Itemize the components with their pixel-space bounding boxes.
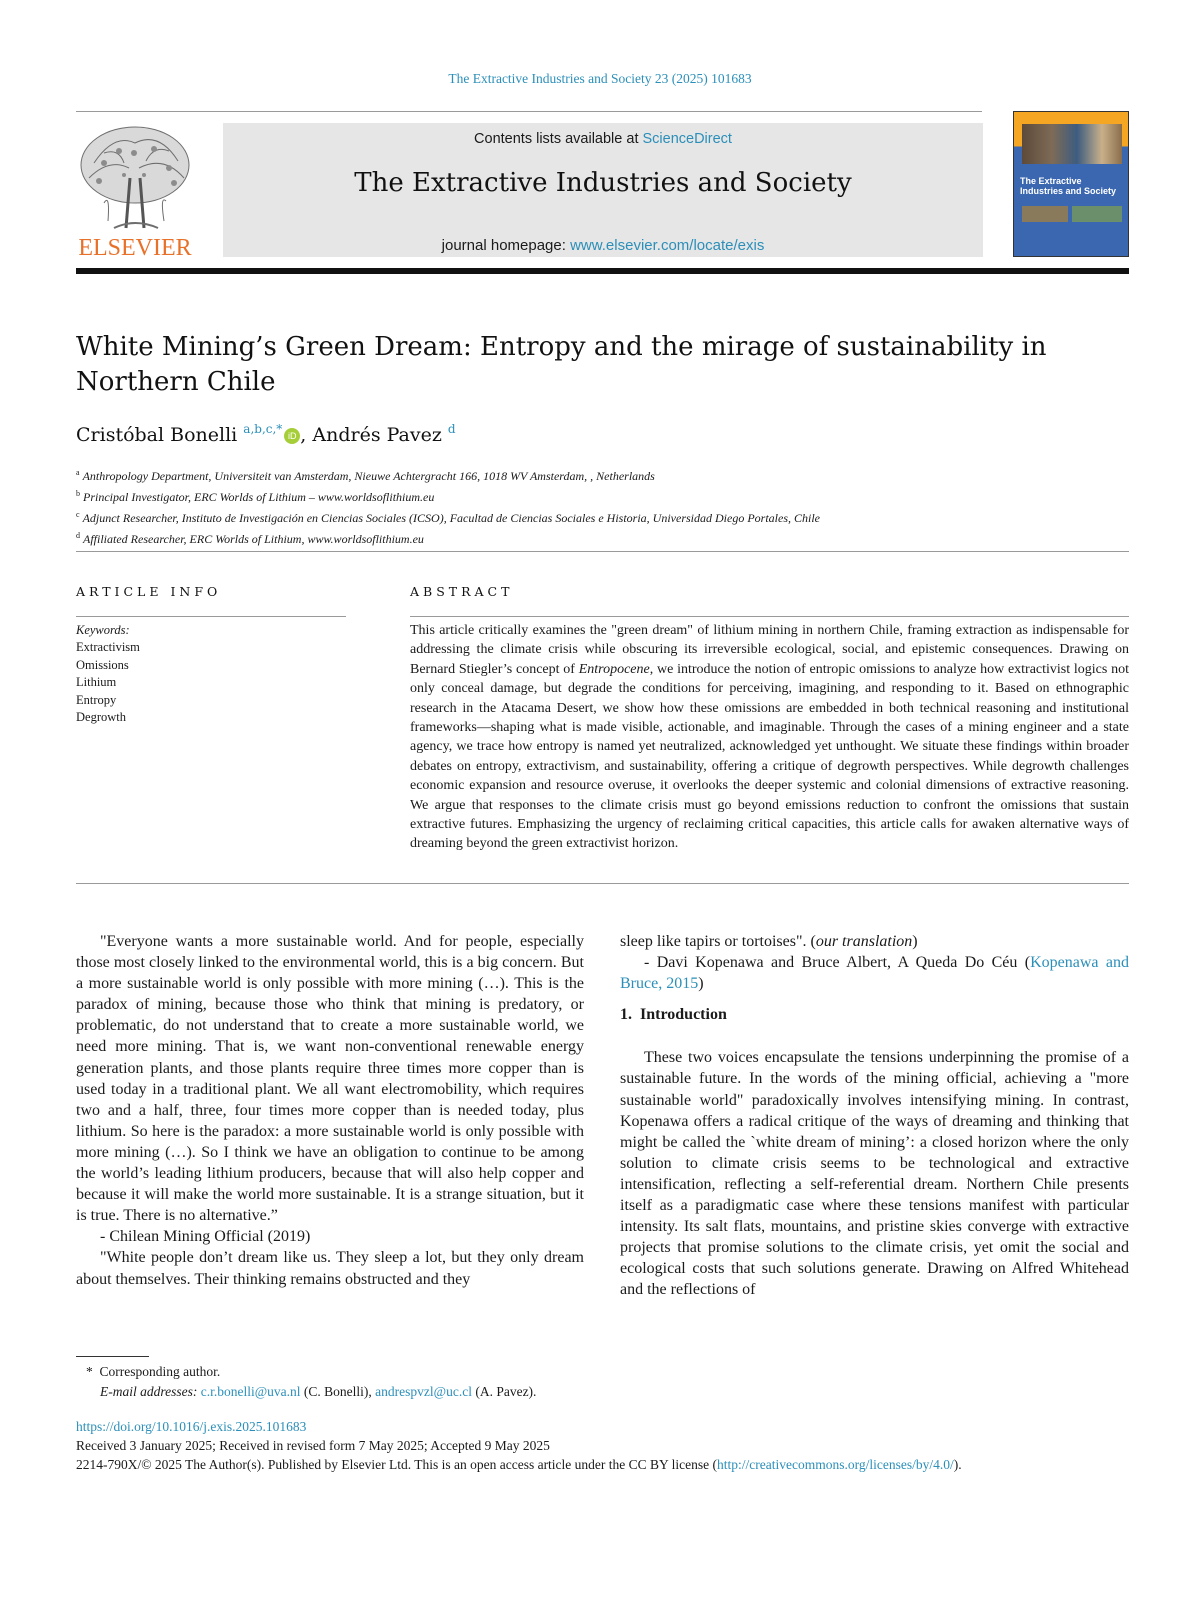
cc-license-link[interactable]: http://creativecommons.org/licenses/by/4.0/ [717,1457,954,1472]
author-1-affiliation-marks[interactable]: a,b,c,* [243,422,283,436]
abstract-emphasis: Entropocene [578,661,650,677]
section-number: 1. [620,1006,632,1024]
article-info-rule [76,616,346,617]
keywords-block [76,622,140,726]
affiliation-text: Adjunct Researcher, Instituto de Investigación en Ciencias Sociales (ICSO), Facultad de Ciencias Sociales e Historia, Universidad Diego Portales, Chile [82,511,820,525]
epigraph-attribution-1: - Chilean Mining Official (2019) [100,1228,311,1246]
keyword-item: Degrowth [76,710,126,725]
quote-2-tail: sleep like tapirs or tortoises". ( [620,933,816,950]
header-thick-rule [76,268,1129,274]
affiliation-mark: c [76,510,80,519]
cover-photo-small-1 [1022,206,1068,222]
abstract-bottom-rule [76,883,1129,884]
author-2-affiliation-marks[interactable]: d [447,422,456,436]
abstract-text [410,621,1129,854]
publication-info [76,1417,962,1474]
abstract-rule [410,616,1129,617]
email-line [86,1382,536,1402]
sciencedirect-link[interactable]: ScienceDirect [642,131,732,147]
translation-note: our translation [815,933,913,950]
epigraph-quote-2-start: "White people don’t dream like us. They sleep a lot, but they only dream about themselves. Their thinking remains obstructed and they [76,1249,584,1288]
author-separator: , [300,424,313,446]
article-title: White Mining’s Green Dream: Entropy and the mirage of sustainability in Northern Chile [76,332,1047,397]
section-heading-introduction [620,1004,1129,1025]
footnote-mark: * [86,1364,93,1379]
homepage-prefix: journal homepage: [441,237,571,254]
email-owner-1: (C. Bonelli), [303,1384,372,1399]
contents-line [223,131,983,147]
body-right-column [620,931,1129,1301]
kopenawa-citation-link[interactable]: Kopenawa and Bruce, 2015 [620,954,1130,993]
abstract-heading: ABSTRACT [410,584,514,599]
journal-masthead [223,123,983,257]
corresponding-text: Corresponding author. [99,1364,221,1379]
affiliations-list [76,464,1126,548]
article-info-heading: ARTICLE INFO [76,584,222,599]
keyword-item: Omissions [76,657,129,672]
epigraph-quote-2-end [620,931,1129,952]
affiliation-mark: d [76,531,80,540]
license-prefix: 2214-790X/© 2025 The Author(s). Published by Elsevier Ltd. This is an open access article under the CC BY license ( [76,1457,718,1472]
affiliation-text: Anthropology Department, Universiteit van Amsterdam, Nieuwe Achtergracht 166, 1018 WV Amsterdam, , Netherlands [82,469,655,483]
doi-link[interactable]: https://doi.org/10.1016/j.exis.2025.101683 [76,1419,307,1434]
journal-homepage-link[interactable]: www.elsevier.com/locate/exis [570,237,765,254]
keyword-item: Lithium [76,675,117,690]
journal-reference-link[interactable]: The Extractive Industries and Society 23 (2025) 101683 [448,71,752,86]
intro-paragraph: These two voices encapsulate the tensions underpinning the promise of a sustainable future. In the words of the mining official, achieving a "more sustainable world" paradoxically involves intensifying mining. In contrast, Kopenawa offers a radical critique of the ways of dreaming and thinking that might be called the `white dream of mining’: a closed horizon where the only solution to climate crisis seems to be technological and extractive intensification, reflecting a self-referential dream. Northern Chile presents itself as a paradigmatic case where these tensions manifest with particular intensity. Its salt flats, mountains, and pristine skies converge with extractive projects that promise solutions to the climate crisis, yet omit the social and ecological costs that such solutions generate. Drawing on Alfred Whitehead and the reflections of [620,1049,1129,1299]
affiliation-item [76,506,1126,527]
keyword-item: Entropy [76,692,117,707]
journal-cover-image[interactable] [1013,111,1129,257]
attribution-2-text: - Davi Kopenawa and Bruce Albert, A Queda Do Céu ( [644,954,1031,972]
cover-photo-small-2 [1072,206,1122,222]
section-title: Introduction [640,1006,727,1024]
keywords-label: Keywords: [76,623,130,637]
body-left-column [76,931,584,1290]
abstract-part-1: This article critically examines the "green dream" of lithium mining in northern Chile, framing extraction as indispensable for addressing the climate crisis while obscuring its irreversible ecological, social, and epistemic consequences. Drawing on Bernard Stiegler’s concept of [410,623,1129,677]
header-top-rule [76,111,982,112]
email-label: E-mail addresses: [100,1384,198,1399]
license-line [76,1455,962,1474]
affiliations-bottom-rule [76,551,1129,552]
author-name-1[interactable]: Cristóbal Bonelli [76,424,238,446]
attribution-2-close: ) [698,975,704,993]
affiliation-mark: a [76,468,80,477]
homepage-line [223,237,983,254]
email-link-pavez[interactable]: andrespvzl@uc.cl [375,1384,472,1399]
journal-title: The Extractive Industries and Society [354,168,852,198]
affiliation-mark: b [76,489,80,498]
license-suffix: ). [953,1457,962,1472]
epigraph-quote-1: "Everyone wants a more sustainable world. And for people, especially those most closely linked to the environmental world, this is a big concern. But a more sustainable world is only possible with more mining (…). This is the paradox of mining, because those who think that mining is predatory, or problematic, do not understand that to create a more sustainable world, we need more mining. That is, we want non-conventional renewable energy generation plants, and those plants require three times more copper than is used today in a traditional plant. We all want electromobility, which requires two and a half, three, four times more copper than is needed today, plus lithium. So here is the paradox: a more sustainable world is only possible with more mining (…). So I think we have an obligation to continue to be among the world’s leading lithium producers, because that will also help copper and because it will make the world more sustainable. It is a strange situation, but it is true. There is no alternative.” [76,933,584,1225]
quote-2-close: ) [912,933,918,950]
elsevier-wordmark: ELSEVIER [78,235,192,261]
received-dates: Received 3 January 2025; Received in revised form 7 May 2025; Accepted 9 May 2025 [76,1438,550,1453]
affiliation-text: Affiliated Researcher, ERC Worlds of Lithium, www.worldsoflithium.eu [83,532,424,546]
email-owner-2: (A. Pavez). [475,1384,537,1399]
email-link-bonelli[interactable]: c.r.bonelli@uva.nl [200,1384,301,1399]
author-name-2[interactable]: Andrés Pavez [312,424,442,446]
orcid-icon[interactable]: iD [284,428,300,444]
affiliation-item [76,464,1126,485]
contents-prefix: Contents lists available at [474,131,643,147]
footnote-rule [76,1356,149,1357]
cover-title: The Extractive Industries and Society [1020,176,1117,196]
affiliation-item [76,485,1126,506]
keyword-item: Extractivism [76,640,140,655]
corresponding-author-footnote [86,1362,536,1402]
corresponding-line [86,1362,536,1382]
author-line [76,422,456,446]
cover-photo-strip [1022,124,1122,164]
epigraph-attribution-2 [620,952,1129,994]
affiliation-item [76,527,1126,548]
abstract-part-2: , we introduce the notion of entropic omissions to analyze how extractivist logics not only conceal damage, but degrade the conditions for perceiving, imagining, and responding to it. Based on ethnographic research in the Atacama Desert, we show how these omissions are embedded in both technical reasoning and institutional frameworks—shaping what is made visible, actionable, and imaginable. Through the cases of a mining engineer and a state agency, we trace how entropy is named yet neutralized, acknowledged yet unthought. We situate these findings within broader debates on entropy, extractivism, and sustainability, offering a critique of degrowth perspectives. While degrowth challenges economic expansion and resource overuse, it overlooks the deeper systemic and colonial dimensions of extractive reasoning. We argue that responses to the climate crisis must go beyond emissions reduction to confront the omissions that sustain extractive futures. Emphasizing the urgency of reclaiming critical capacities, this article calls for awaken alternative ways of dreaming beyond the green extractivist horizon. [410,661,1129,852]
affiliation-text: Principal Investigator, ERC Worlds of Lithium – www.worldsoflithium.eu [83,490,435,504]
